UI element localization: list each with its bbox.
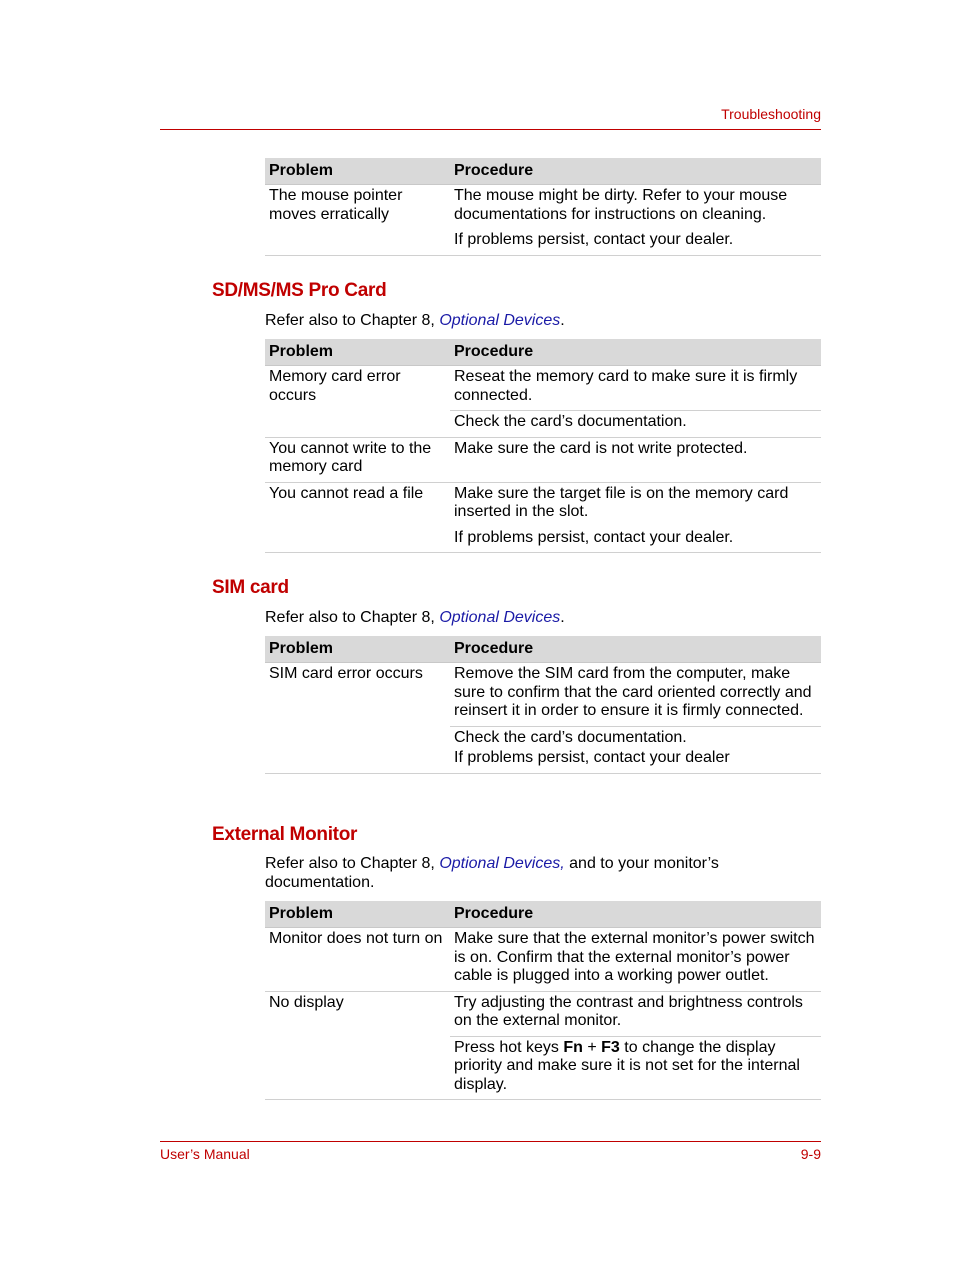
- external-monitor-problem-table: [265, 901, 821, 1100]
- procedure-cell: Try adjusting the contrast and brightness controls on the external monitor.: [450, 991, 821, 1036]
- optional-devices-link[interactable]: Optional Devices,: [439, 855, 565, 872]
- key-f3: F3: [601, 1038, 620, 1056]
- column-header-problem: Problem: [265, 158, 450, 185]
- mouse-problem-table: [265, 158, 821, 256]
- procedure-cell: Check the card’s documentation.: [450, 411, 821, 438]
- procedure-cell: The mouse might be dirty. Refer to your mouse documentations for instructions on cleaning.: [454, 187, 788, 223]
- refer-suffix: .: [560, 609, 565, 626]
- column-header-problem: Problem: [265, 636, 450, 663]
- refer-prefix: Refer also to Chapter 8,: [265, 609, 440, 626]
- procedure-cell-hotkey: [450, 1036, 821, 1100]
- hotkey-suffix: to change the display priority and make sure it is not set for the internal display.: [454, 1038, 800, 1093]
- problem-cell: Memory card error occurs: [269, 368, 401, 404]
- problem-cell: You cannot write to the memory card: [265, 437, 450, 482]
- problem-cell: SIM card error occurs: [269, 665, 423, 682]
- problem-cell-empty: [265, 527, 450, 553]
- column-header-problem: Problem: [265, 339, 450, 366]
- running-header: Troubleshooting: [721, 106, 821, 122]
- refer-text: [265, 854, 785, 892]
- refer-text: [265, 608, 785, 627]
- problem-cell-empty: [265, 747, 450, 773]
- procedure-cell: Make sure that the external monitor’s power switch is on. Confirm that the external monitor’s power cable is plugged into a working power outlet.: [454, 930, 815, 984]
- section-heading-sim-card: SIM card: [212, 577, 289, 598]
- problem-cell: The mouse pointer moves erratically: [269, 187, 403, 223]
- sim-card-problem-table: [265, 636, 821, 774]
- optional-devices-link[interactable]: Optional Devices: [439, 609, 561, 626]
- problem-cell-empty: [265, 726, 450, 747]
- procedure-cell: Make sure the card is not write protected.: [450, 437, 821, 482]
- problem-cell-empty: [265, 229, 450, 255]
- column-header-procedure: Procedure: [450, 158, 821, 185]
- column-header-procedure: Procedure: [450, 901, 821, 928]
- key-plus: +: [582, 1038, 602, 1056]
- footer-rule: [160, 1141, 821, 1142]
- problem-cell: Monitor does not turn on: [269, 930, 443, 947]
- refer-suffix: and to your monitor’s documentation.: [265, 855, 719, 891]
- procedure-cell: If problems persist, contact your dealer.: [450, 229, 821, 255]
- procedure-cell: Remove the SIM card from the computer, make sure to confirm that the card oriented correctly and reinsert it in order to ensure it is firmly connected.: [454, 665, 812, 719]
- refer-suffix: .: [560, 312, 565, 329]
- header-rule: [160, 129, 821, 130]
- key-fn: Fn: [563, 1038, 583, 1056]
- section-heading-external-monitor: External Monitor: [212, 824, 358, 845]
- page-number: 9-9: [800, 1146, 821, 1162]
- procedure-cell: Make sure the target file is on the memory card inserted in the slot.: [450, 482, 821, 527]
- hotkey-prefix: Press hot keys: [454, 1038, 564, 1056]
- procedure-cell: Check the card’s documentation.: [450, 726, 821, 747]
- procedure-cell: If problems persist, contact your dealer.: [450, 527, 821, 553]
- problem-cell: No display: [265, 991, 450, 1036]
- procedure-cell: Reseat the memory card to make sure it is firmly connected.: [454, 368, 798, 404]
- column-header-problem: Problem: [265, 901, 450, 928]
- section-heading-sd-card: SD/MS/MS Pro Card: [212, 280, 387, 301]
- sd-card-problem-table: [265, 339, 821, 553]
- column-header-procedure: Procedure: [450, 339, 821, 366]
- problem-cell-empty: [265, 1036, 450, 1100]
- problem-cell: You cannot read a file: [265, 482, 450, 527]
- problem-cell-empty: [265, 411, 450, 438]
- optional-devices-link[interactable]: Optional Devices: [439, 312, 561, 329]
- footer-manual-title: User’s Manual: [160, 1146, 250, 1162]
- column-header-procedure: Procedure: [450, 636, 821, 663]
- refer-prefix: Refer also to Chapter 8,: [265, 855, 440, 872]
- refer-prefix: Refer also to Chapter 8,: [265, 312, 440, 329]
- procedure-cell: If problems persist, contact your dealer: [450, 747, 821, 773]
- refer-text: [265, 311, 785, 330]
